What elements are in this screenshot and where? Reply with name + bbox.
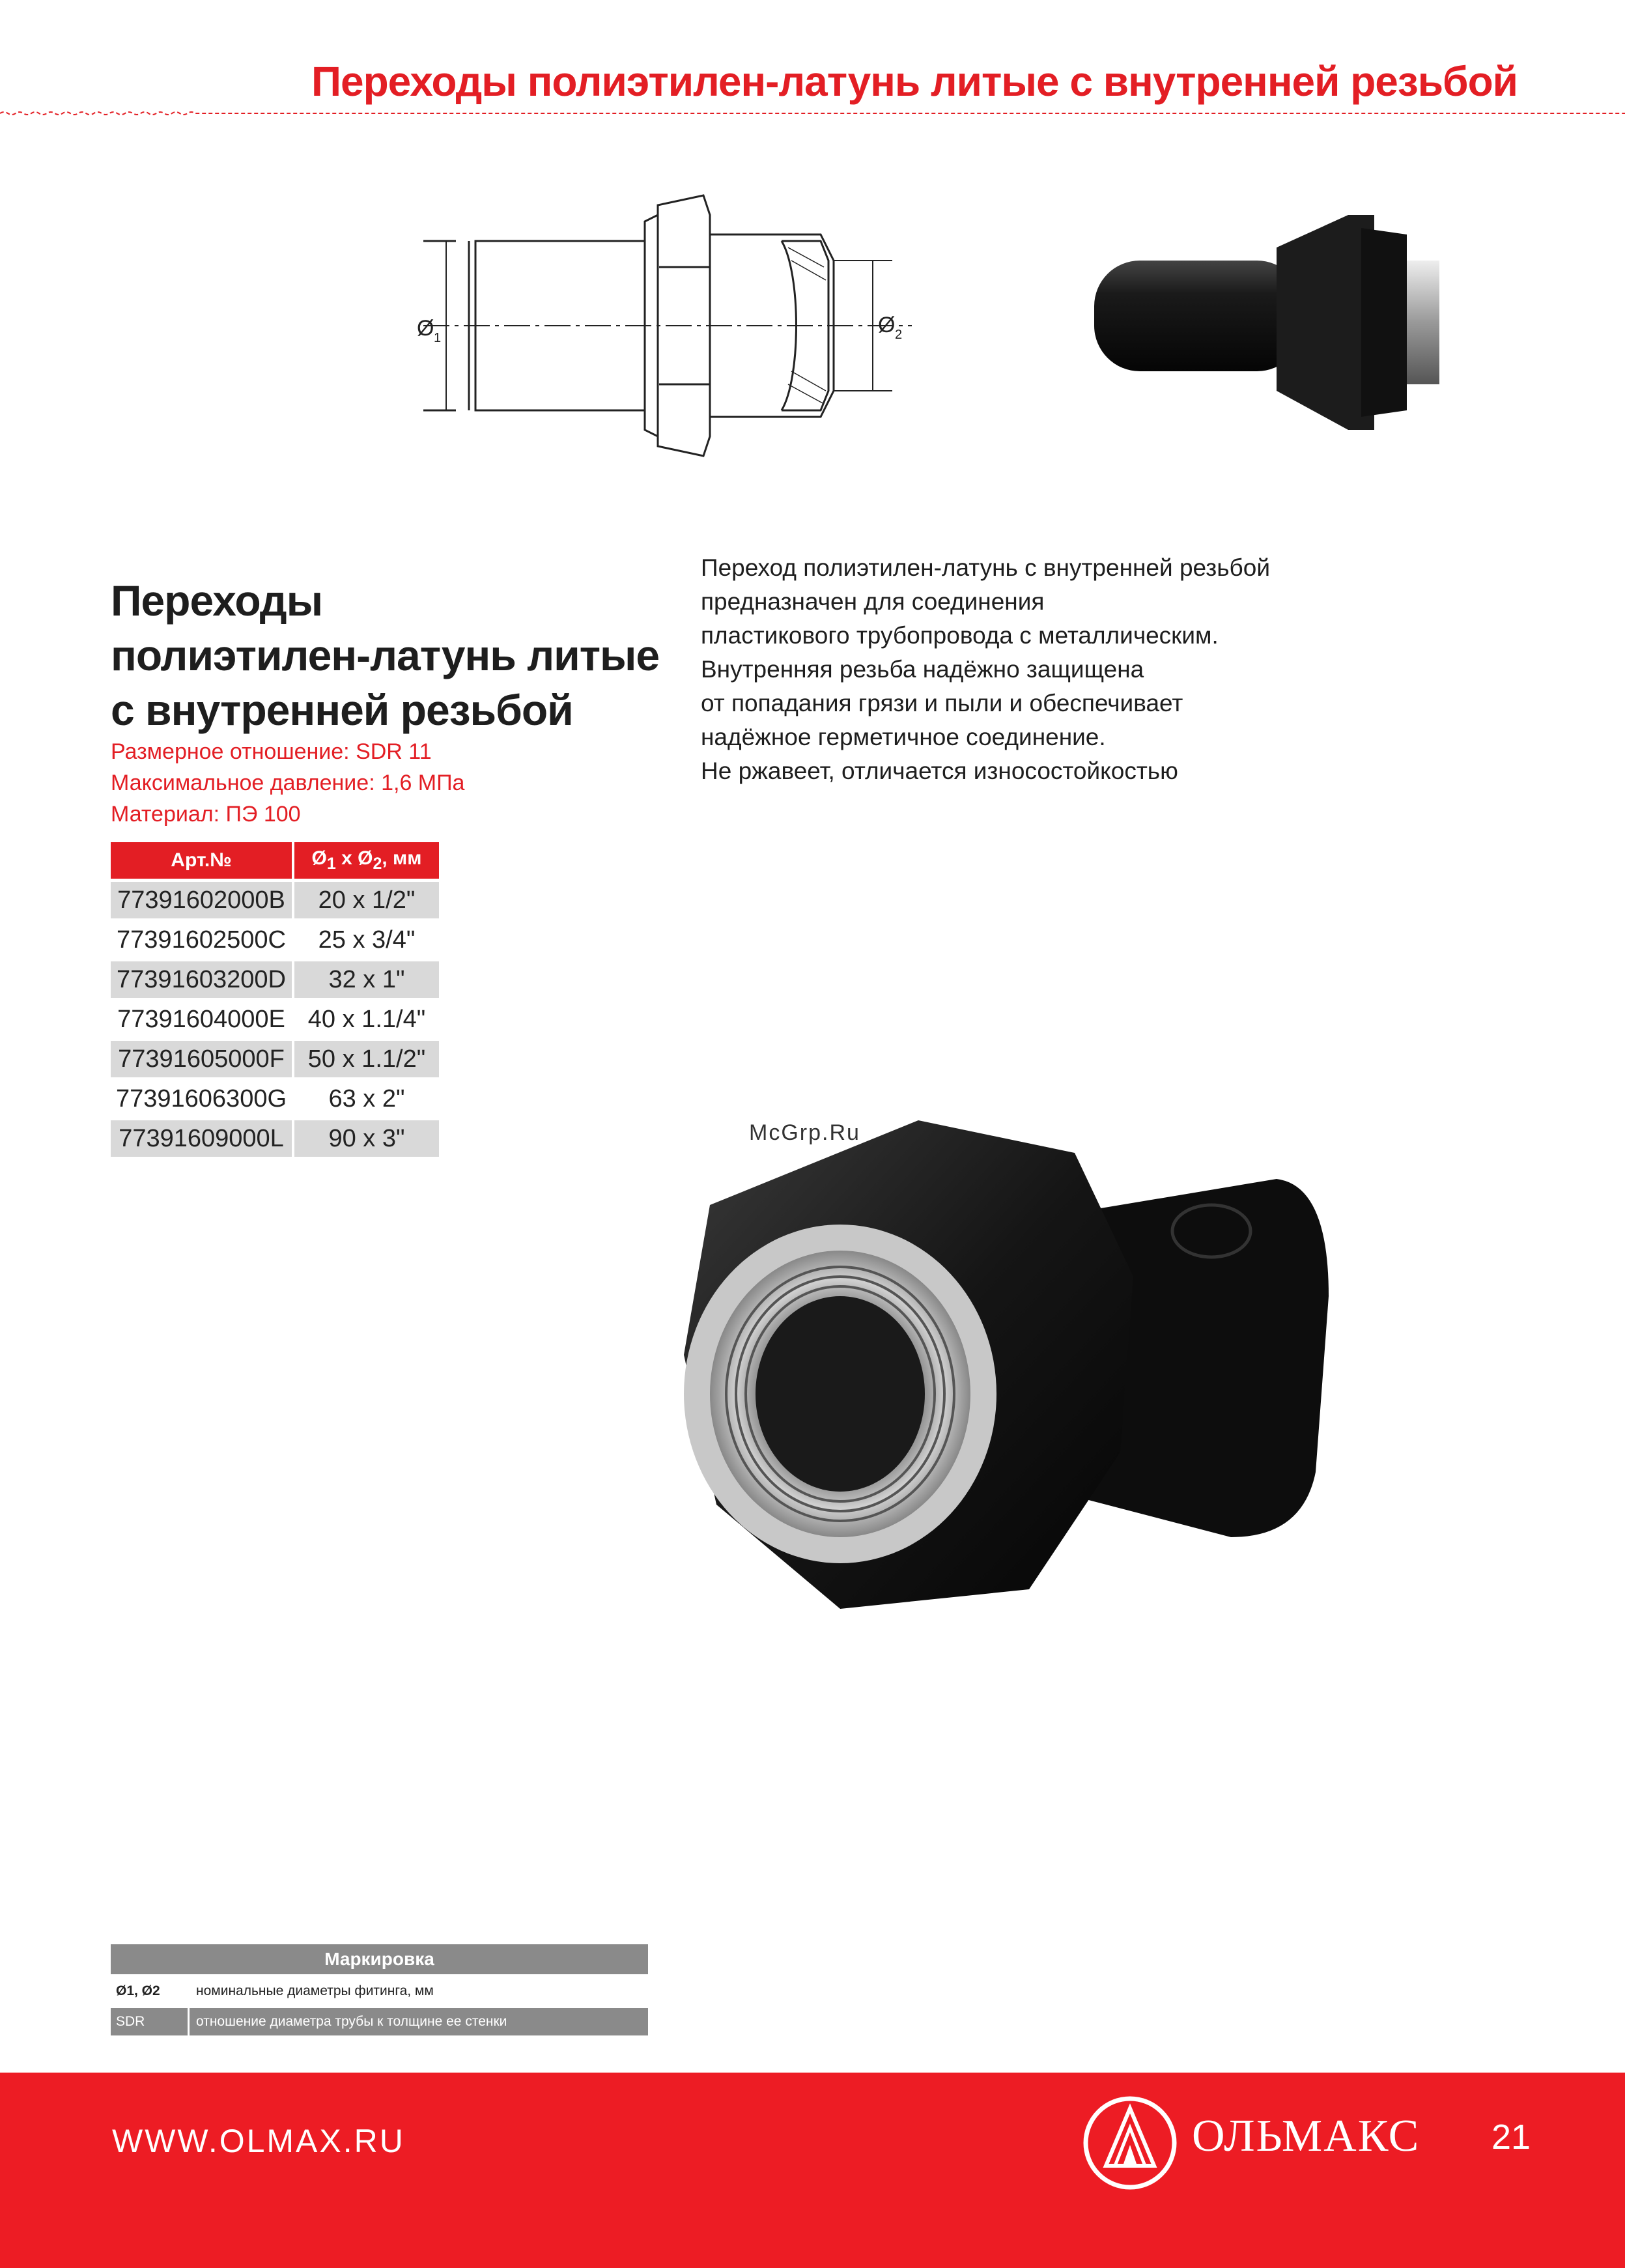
product-photo-small: [1068, 202, 1452, 443]
dim-cell: 20 x 1/2": [294, 882, 439, 918]
art-cell: 77391602500C: [111, 922, 294, 958]
drawing-label-d1: Ø: [417, 316, 434, 341]
marking-table: [111, 1944, 648, 2035]
description-line: Внутренняя резьба надёжно защищена: [701, 656, 1144, 683]
marking-value: отношение диаметра трубы к толщине ее стенки: [188, 2008, 648, 2035]
art-cell: 77391602000B: [111, 882, 294, 918]
spec-material: Материал: ПЭ 100: [111, 802, 301, 827]
dim-unit: , мм: [382, 847, 422, 869]
drawing-label-d1-sub: 1: [434, 331, 442, 345]
watermark: McGrp.Ru: [749, 1120, 860, 1145]
product-title-line: Переходы: [111, 576, 323, 625]
table-row: [111, 1120, 439, 1157]
dim-x: x: [335, 847, 358, 869]
drawing-label-d2: Ø: [878, 313, 896, 337]
technical-drawing: [417, 189, 912, 489]
art-cell: 77391609000L: [111, 1120, 294, 1157]
product-title-line: с внутренней резьбой: [111, 686, 573, 734]
marking-value: номинальные диаметры фитинга, мм: [188, 1977, 648, 2005]
page-number: 21: [1491, 2118, 1531, 2157]
art-cell: 77391604000E: [111, 1001, 294, 1038]
description-line: Не ржавеет, отличается износостойкостью: [701, 758, 1178, 784]
marking-row: [111, 2008, 648, 2035]
column-header-dimensions: [294, 842, 439, 879]
dim-cell: 63 x 2": [328, 1084, 405, 1113]
drawing-label-d2-sub: 2: [895, 328, 903, 342]
product-photo-large: [625, 1081, 1381, 1667]
dim-sub-2: 2: [373, 855, 382, 873]
footer-band: [0, 2073, 1625, 2268]
dim-cell: 90 x 3": [294, 1120, 439, 1157]
table-row: [111, 1001, 439, 1038]
art-cell: 77391603200D: [111, 961, 294, 998]
art-cell: 77391606300G: [111, 1081, 294, 1117]
spec-pressure: Максимальное давление: 1,6 МПа: [111, 771, 465, 795]
table-row: [111, 1081, 439, 1117]
product-specs: [111, 736, 464, 830]
page-header-title: Переходы полиэтилен-латунь литые с внутренней резьбой: [311, 58, 1518, 105]
header-divider: [0, 111, 1625, 116]
footer-url-link[interactable]: WWW.OLMAX.RU: [112, 2123, 405, 2159]
description-line: Переход полиэтилен-латунь с внутренней резьбой: [701, 554, 1270, 581]
dim-cell: 40 x 1.1/4": [307, 1005, 426, 1033]
table-row: [111, 922, 439, 958]
dim-symbol-1: Ø: [311, 847, 327, 869]
spec-sdr: Размерное отношение: SDR 11: [111, 739, 432, 764]
product-description: [701, 551, 1270, 788]
dim-cell: 50 x 1.1/2": [294, 1041, 439, 1077]
column-header-art: Арт.№: [111, 842, 294, 879]
table-row: [111, 961, 439, 998]
marking-key: Ø1, Ø2: [116, 1983, 160, 1998]
brand-name: ОЛЬМАКС: [1192, 2111, 1420, 2161]
table-header-row: [111, 842, 439, 879]
dim-symbol-2: Ø: [358, 847, 373, 869]
table-row: [111, 1041, 439, 1077]
product-title: [111, 573, 659, 737]
marking-row: [111, 1977, 648, 2005]
dim-sub-1: 1: [326, 855, 336, 873]
dim-cell: 32 x 1": [294, 961, 439, 998]
marking-key: SDR: [116, 2014, 145, 2029]
table-row: [111, 882, 439, 918]
description-line: надёжное герметичное соединение.: [701, 724, 1106, 750]
product-title-line: полиэтилен-латунь литые: [111, 631, 660, 679]
description-line: пластикового трубопровода с металлическим.: [701, 622, 1219, 649]
description-line: предназначен для соединения: [701, 588, 1045, 615]
brand-logo-icon: [1081, 2094, 1179, 2192]
article-table: [111, 839, 439, 1160]
art-cell: 77391605000F: [111, 1041, 294, 1077]
dim-cell: 25 x 3/4": [318, 926, 416, 954]
marking-title: Маркировка: [111, 1944, 648, 1974]
description-line: от попадания грязи и пыли и обеспечивает: [701, 690, 1183, 716]
